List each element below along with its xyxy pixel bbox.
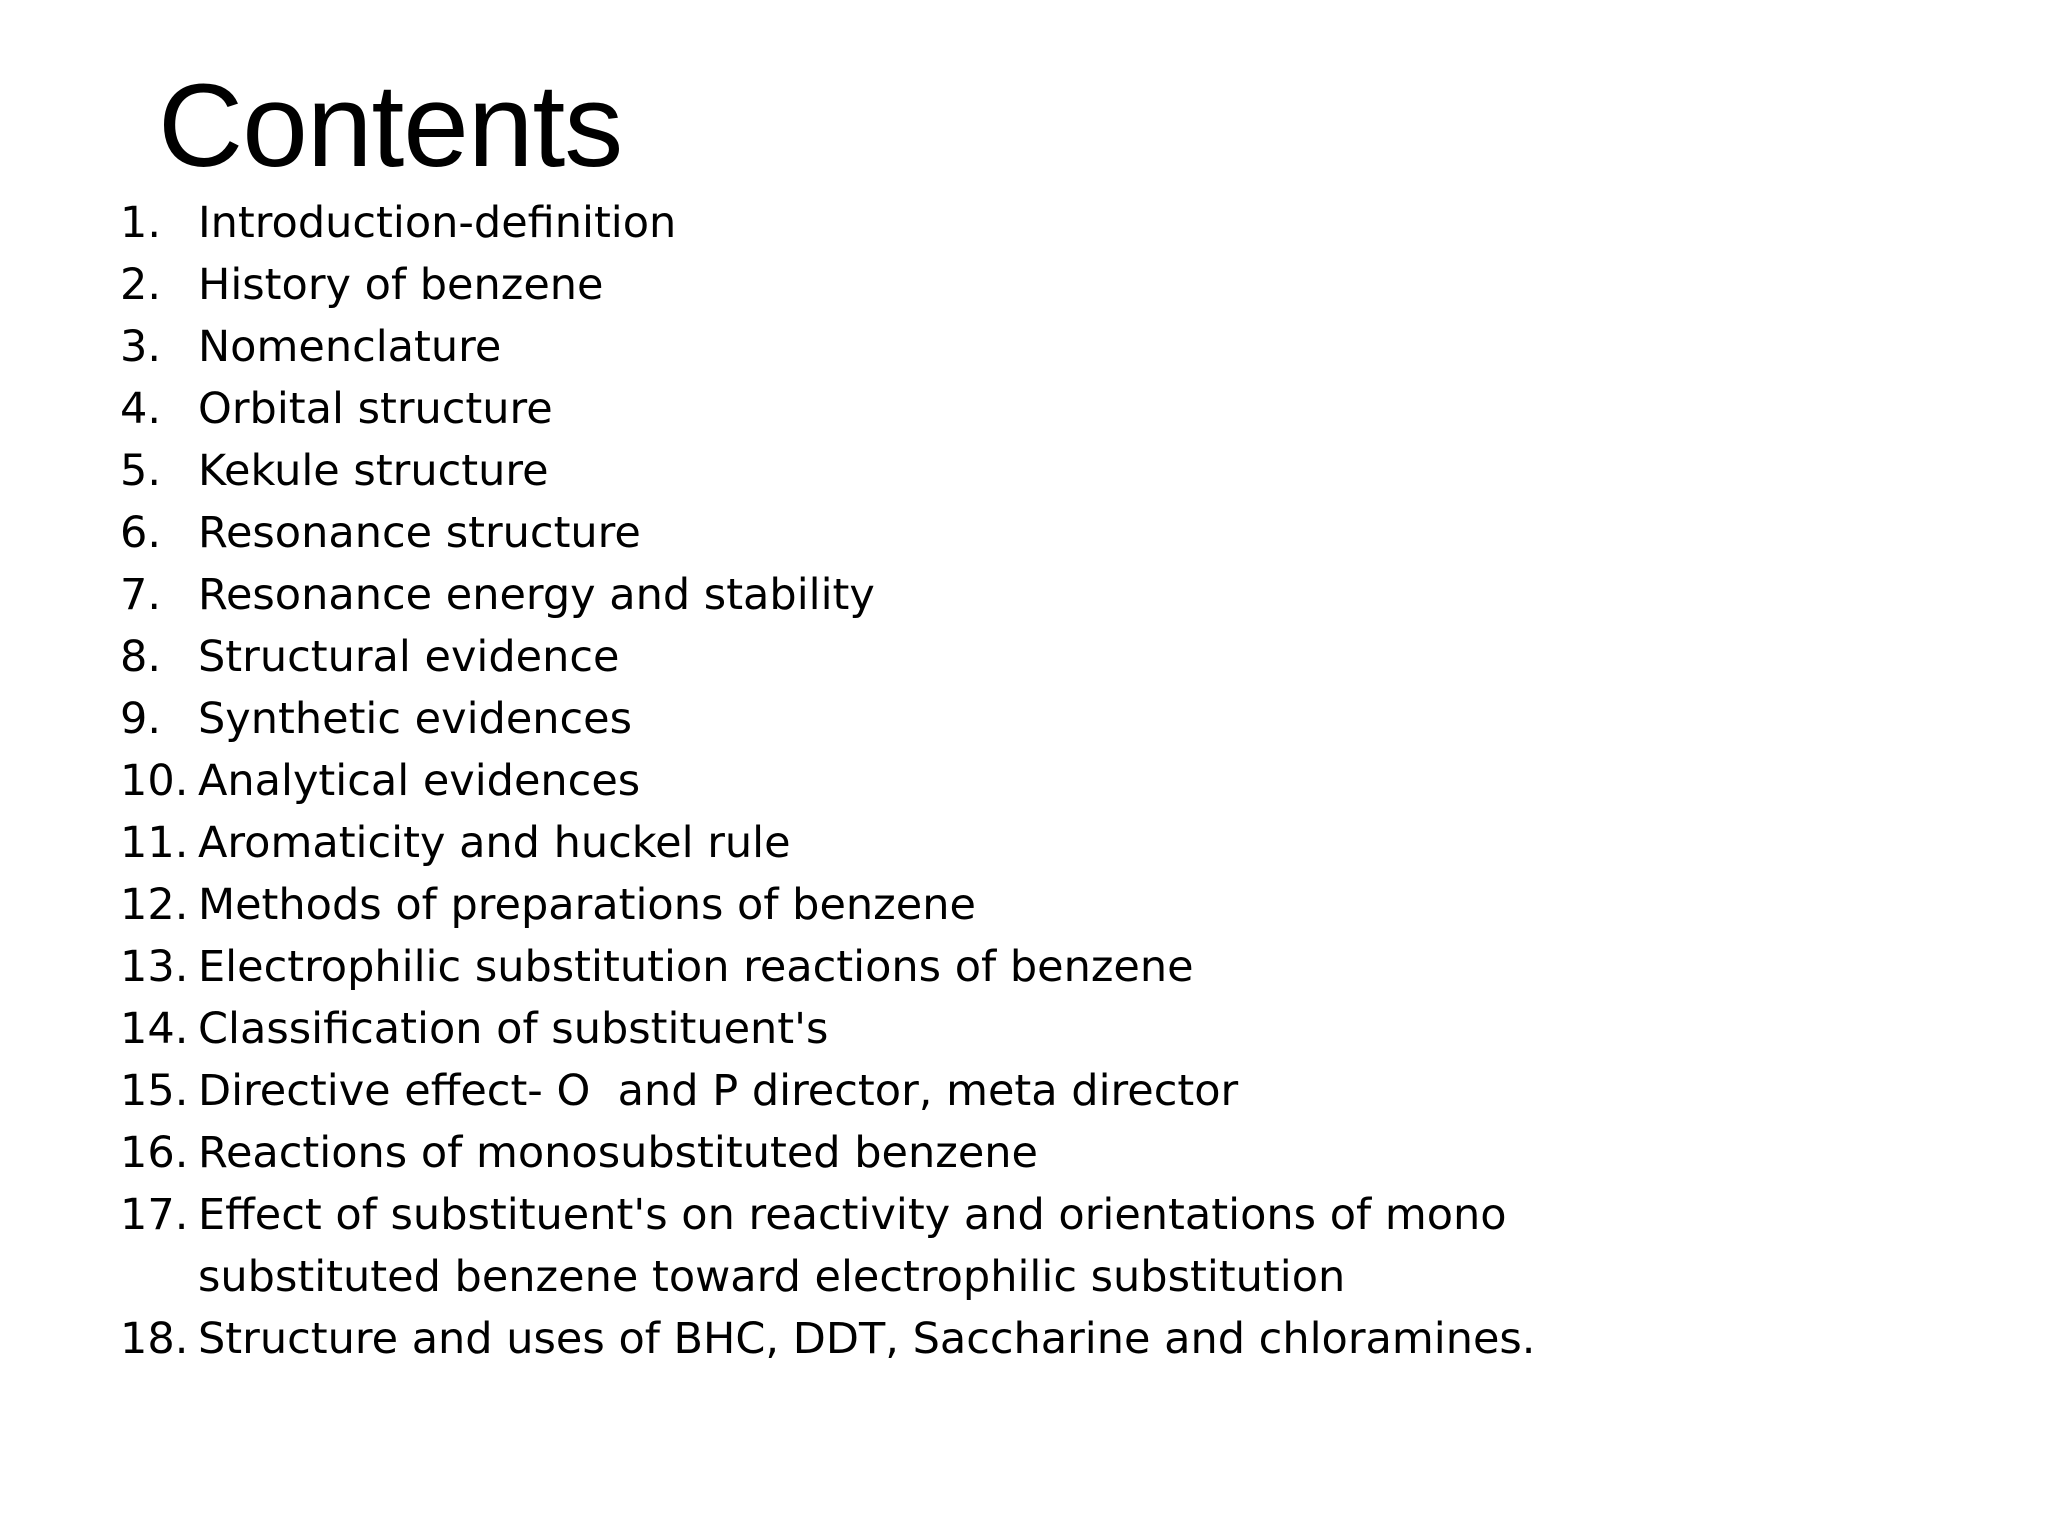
list-item — [120, 812, 1980, 874]
item-text: Reactions of monosubstituted benzene — [198, 1128, 1038, 1178]
item-text: Nomenclature — [198, 322, 502, 372]
item-text: Structure and uses of BHC, DDT, Saccharine and chloramines. — [198, 1314, 1536, 1364]
item-text: Kekule structure — [198, 446, 549, 496]
item-text: Electrophilic substitution reactions of benzene — [198, 942, 1194, 992]
item-text: Introduction-definition — [198, 198, 677, 248]
list-item — [120, 564, 1980, 626]
item-number: 14. — [120, 1004, 189, 1054]
item-text: Classification of substituent's — [198, 1004, 829, 1054]
list-item — [120, 874, 1980, 936]
item-text: Effect of substituent's on reactivity and orientations of mono substituted benzene toward electrophilic substitution — [198, 1190, 1521, 1302]
list-item — [120, 316, 1980, 378]
item-number: 8. — [120, 632, 162, 682]
item-number: 16. — [120, 1128, 189, 1178]
item-number: 15. — [120, 1066, 189, 1116]
item-number: 3. — [120, 322, 162, 372]
list-item — [120, 192, 1980, 254]
list-item — [120, 1122, 1980, 1184]
list-item — [120, 1060, 1980, 1122]
item-number: 7. — [120, 570, 162, 620]
list-item — [120, 440, 1980, 502]
item-number: 6. — [120, 508, 162, 558]
item-number: 13. — [120, 942, 189, 992]
list-item — [120, 254, 1980, 316]
item-text: Resonance energy and stability — [198, 570, 875, 620]
item-text: Directive effect- O and P director, meta director — [198, 1066, 1239, 1116]
list-item — [120, 378, 1980, 440]
list-item — [120, 1308, 1980, 1370]
item-text: Analytical evidences — [198, 756, 641, 806]
list-item — [120, 688, 1980, 750]
item-number: 1. — [120, 198, 162, 248]
list-item — [120, 998, 1980, 1060]
item-text: Synthetic evidences — [198, 694, 633, 744]
item-number: 12. — [120, 880, 189, 930]
item-number: 10. — [120, 756, 189, 806]
list-item — [120, 626, 1980, 688]
item-number: 18. — [120, 1314, 189, 1364]
contents-list — [120, 192, 1980, 1370]
item-number: 4. — [120, 384, 162, 434]
item-number: 9. — [120, 694, 162, 744]
item-text: Orbital structure — [198, 384, 553, 434]
list-item — [120, 936, 1980, 998]
item-number: 17. — [120, 1190, 189, 1240]
item-text: Methods of preparations of benzene — [198, 880, 976, 930]
item-text: Resonance structure — [198, 508, 641, 558]
item-text: Aromaticity and huckel rule — [198, 818, 791, 868]
item-number: 11. — [120, 818, 189, 868]
list-item — [120, 750, 1980, 812]
item-text: Structural evidence — [198, 632, 620, 682]
item-number: 5. — [120, 446, 162, 496]
item-text: History of benzene — [198, 260, 604, 310]
page-title: Contents — [158, 60, 623, 192]
item-number: 2. — [120, 260, 162, 310]
list-item — [120, 502, 1980, 564]
list-item — [120, 1184, 1980, 1308]
